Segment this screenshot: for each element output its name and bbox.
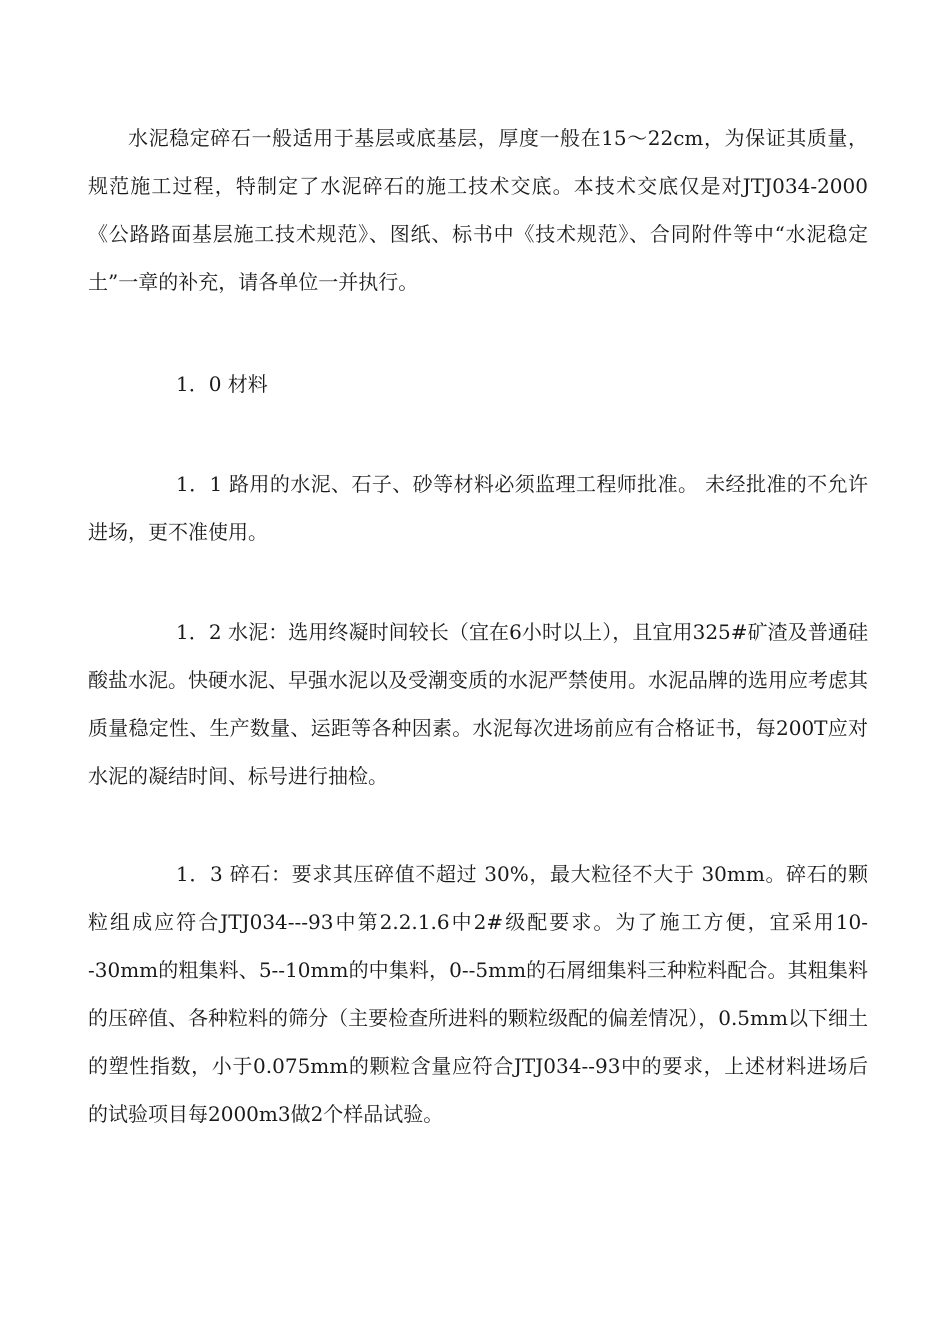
paragraph-1-1: 1．1 路用的水泥、石子、砂等材料必须监理工程师批准。 未经批准的不允许进场，更不准使用。 [88, 472, 868, 544]
paragraph-1-2: 1．2 水泥：选用终凝时间较长（宜在6小时以上），且宜用325#矿渣及普通硅酸盐水泥。快硬水泥、早强水泥以及受潮变质的水泥严禁使用。水泥品牌的选用应考虑其质量稳定性、生产数量、运距等各种因素。水泥每次进场前应有合格证书，每200T应对水泥的凝结时间、标号进行抽检。 [88, 620, 868, 788]
paragraph-1-3: 1．3 碎石：要求其压碎值不超过 30%，最大粒径不大于 30mm。碎石的颗粒组成应符合JTJ034---93中第2.2.1.6中2#级配要求。为了施工方便，宜采用10--30mm的粗集料、5--10mm的中集料，0--5mm的石屑细集料三种粒料配合。其粗集料的压碎值、各种粒料的筛分（主要检查所进料的颗粒级配的偏差情况），0.5mm以下细土的塑性指数，小于0.075mm的颗粒含量应符合JTJ034--93中的要求，上述材料进场后的试验项目每2000m3做2个样品试验。 [88, 862, 868, 1126]
intro-paragraph: 水泥稳定碎石一般适用于基层或底基层，厚度一般在15～22cm，为保证其质量，规范施工过程，特制定了水泥碎石的施工技术交底。本技术交底仅是对JTJ034-2000《公路路面基层施工技术规范》、图纸、标书中《技术规范》、合同附件等中“水泥稳定土”一章的补充，请各单位一并执行。 [88, 126, 868, 294]
section-heading-materials: 1．0 材料 [176, 372, 268, 396]
